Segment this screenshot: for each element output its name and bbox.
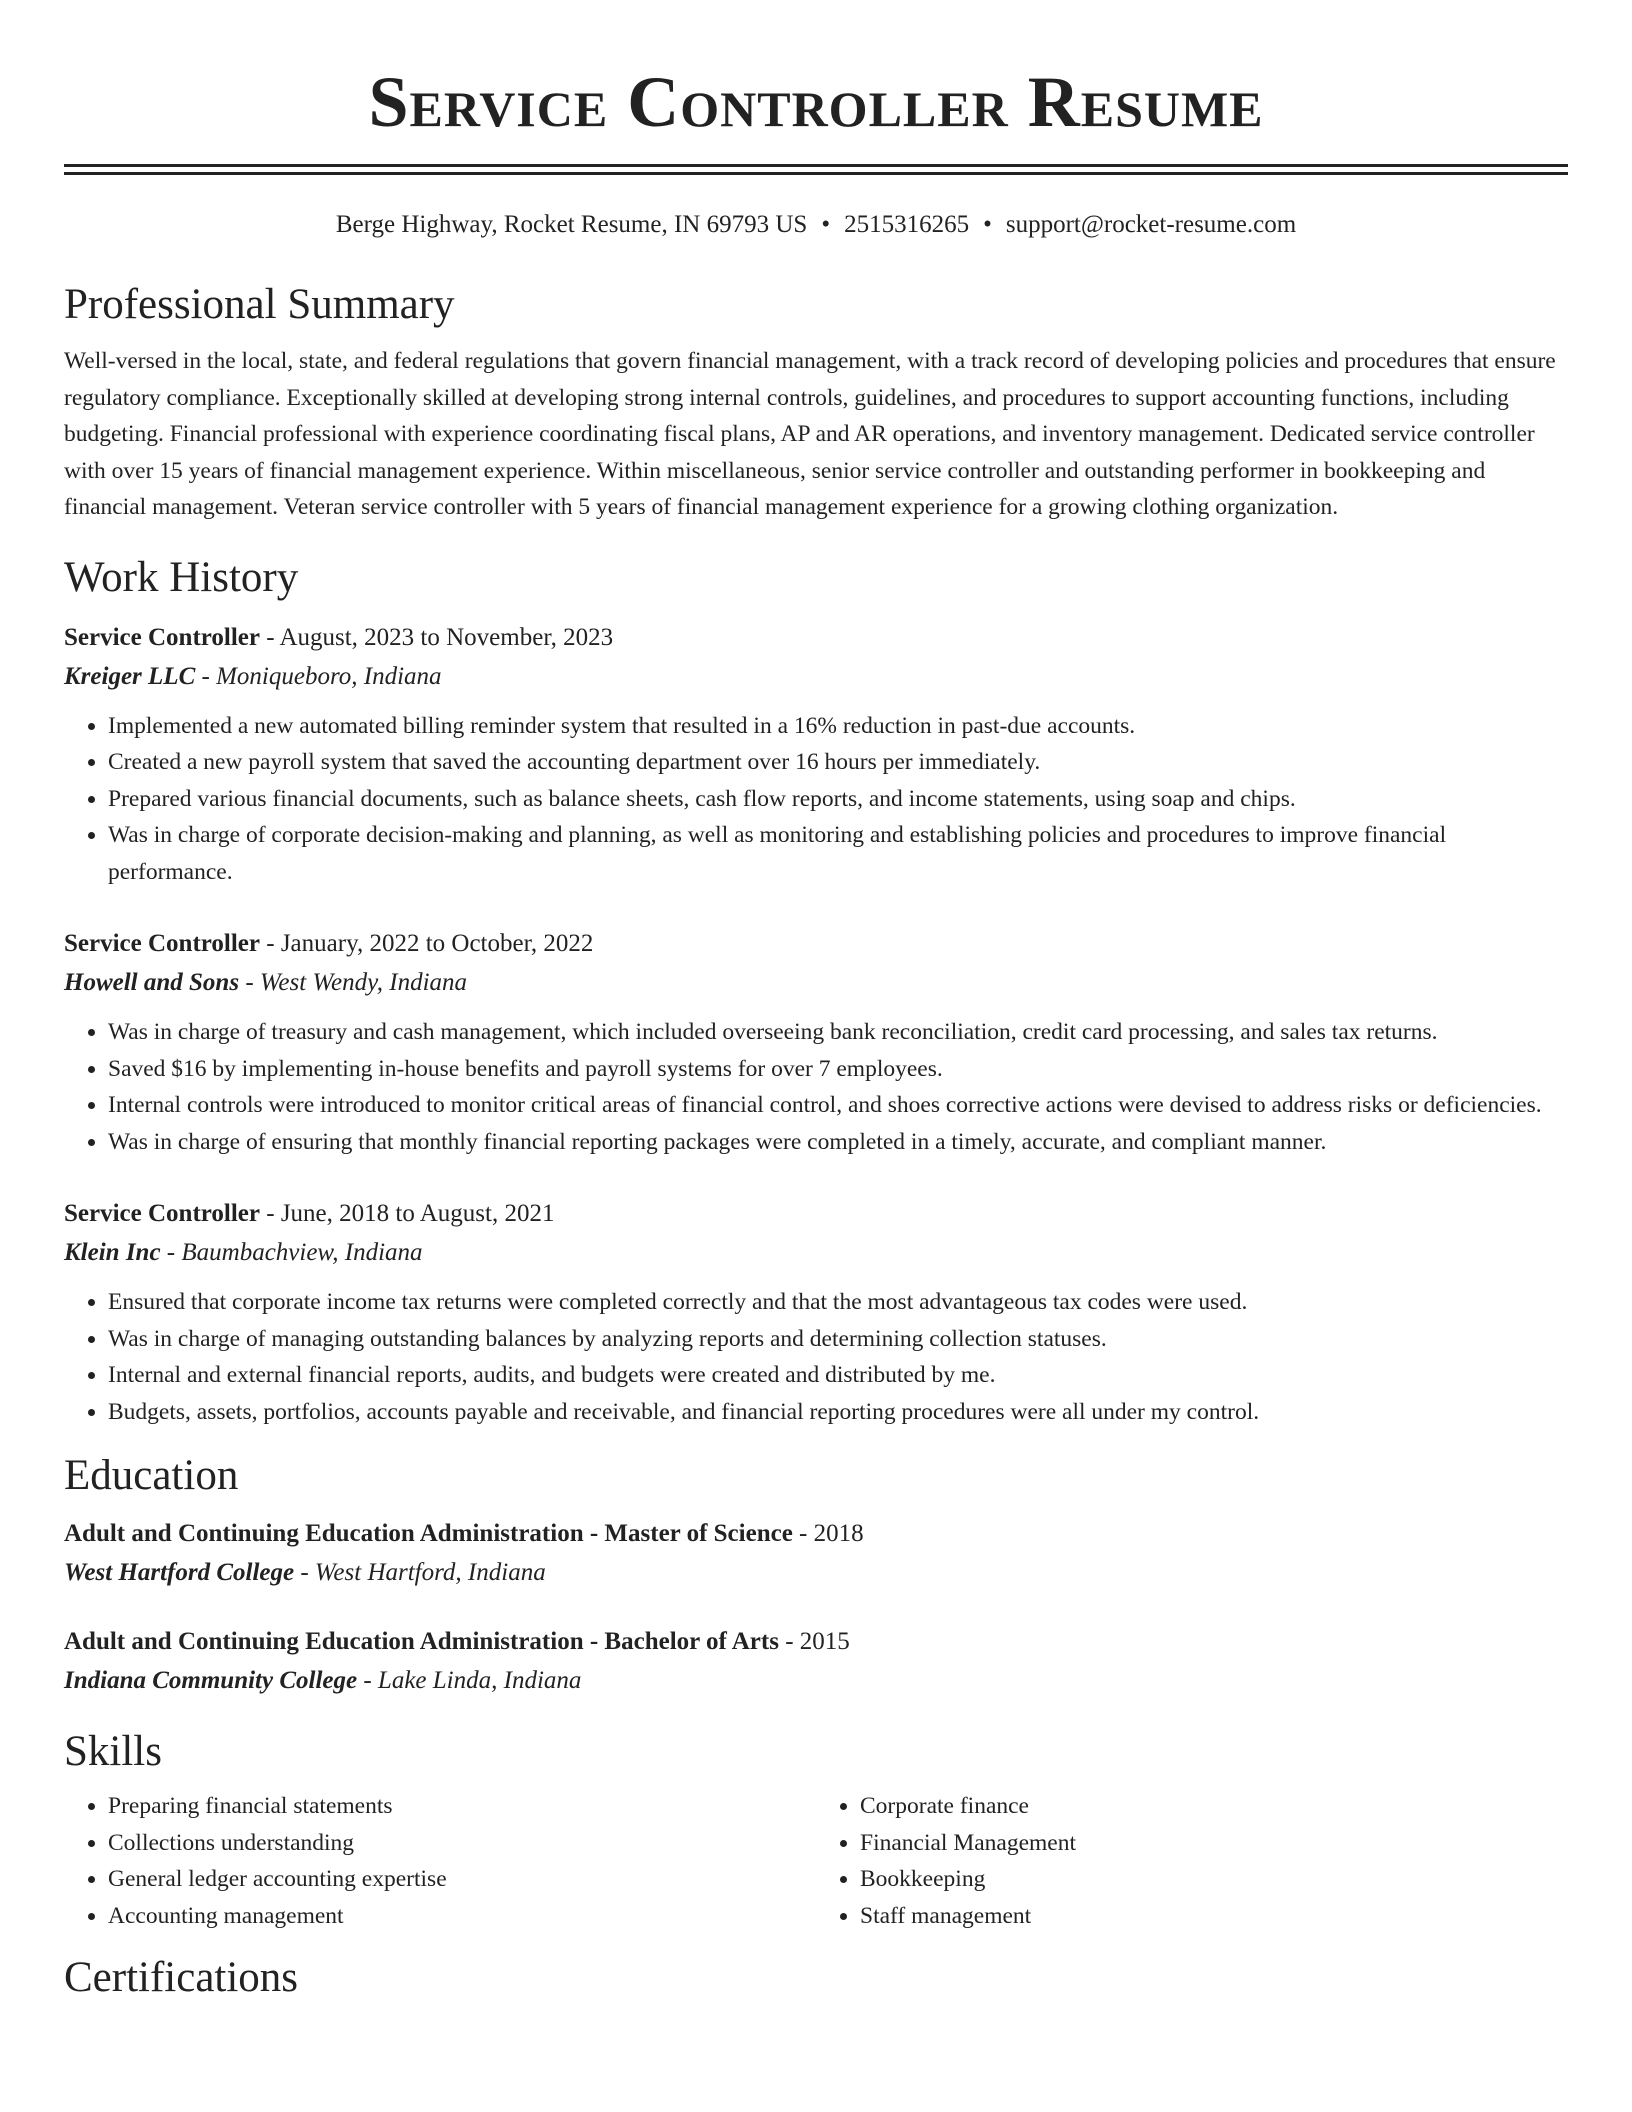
job-bullet: • Saved $16 by implementing in-house benefits and payroll systems for over 7 employees. xyxy=(108,1051,1568,1088)
education-degree: Adult and Continuing Education Administration - Master of Science xyxy=(64,1520,793,1547)
job-location: - West Wendy, Indiana xyxy=(239,969,468,996)
contact-line xyxy=(64,209,1568,241)
job-bullet: • Implemented a new automated billing reminder system that resulted in a 16% reduction in past-due accounts. xyxy=(108,708,1568,745)
education-school-line xyxy=(64,1553,1568,1592)
title-double-rule xyxy=(64,164,1568,175)
job-company-line xyxy=(64,963,1568,1002)
job-bullet: • Budgets, assets, portfolios, accounts payable and receivable, and financial reporting procedures were all under my control. xyxy=(108,1394,1568,1431)
job-bullet: • Internal and external financial reports, audits, and budgets were created and distributed by me. xyxy=(108,1357,1568,1394)
job-company: Howell and Sons xyxy=(64,969,240,996)
job-bullet: • Ensured that corporate income tax returns were completed correctly and that the most advantageous tax codes were used. xyxy=(108,1284,1568,1321)
job-bullet: • Was in charge of managing outstanding balances by analyzing reports and determining collection statuses. xyxy=(108,1321,1568,1358)
education-school: West Hartford College xyxy=(64,1559,295,1586)
contact-phone: 2515316265 xyxy=(844,211,970,238)
section-heading-skills: Skills xyxy=(64,1728,162,1775)
job-bullet: • Was in charge of treasury and cash management, which included overseeing bank reconciliation, credit card processing, and sales tax returns. xyxy=(108,1014,1568,1051)
education-entry xyxy=(64,1622,1568,1700)
job-bullet: • Was in charge of corporate decision-making and planning, as well as monitoring and establishing policies and procedures to improve financial performance. xyxy=(108,817,1568,890)
section-heading-education: Education xyxy=(64,1452,239,1499)
job-bullet: • Prepared various financial documents, such as balance sheets, cash flow reports, and income statements, using soap and chips. xyxy=(108,781,1568,818)
job-title: Service Controller xyxy=(64,930,260,957)
education-year: - 2018 xyxy=(792,1520,864,1547)
job-bullets xyxy=(64,708,1568,891)
job-entry xyxy=(64,924,1568,1160)
contact-separator: • xyxy=(821,211,831,238)
job-company-line xyxy=(64,657,1568,696)
education-school: Indiana Community College xyxy=(64,1667,358,1694)
education-location: - West Hartford, Indiana xyxy=(294,1559,546,1586)
education-degree: Adult and Continuing Education Administration - Bachelor of Arts xyxy=(64,1628,779,1655)
job-bullet: • Created a new payroll system that saved the accounting department over 16 hours per immediately. xyxy=(108,744,1568,781)
skills-column-left xyxy=(64,1788,816,1934)
education-year: - 2015 xyxy=(778,1628,850,1655)
job-title-line xyxy=(64,1194,1568,1233)
job-title: Service Controller xyxy=(64,1200,260,1227)
section-heading-work-history: Work History xyxy=(64,553,299,601)
skill-item: • Preparing financial statements xyxy=(108,1788,816,1825)
job-entry xyxy=(64,1194,1568,1430)
job-company-line xyxy=(64,1233,1568,1272)
skill-item: • Corporate finance xyxy=(860,1788,1568,1825)
job-dates: - August, 2023 to November, 2023 xyxy=(260,623,614,651)
skill-item: • Bookkeeping xyxy=(860,1861,1568,1898)
education-entry xyxy=(64,1514,1568,1592)
education-degree-line xyxy=(64,1514,1568,1553)
job-title: Service Controller xyxy=(64,623,260,651)
education-degree-line xyxy=(64,1622,1568,1661)
section-heading-summary: Professional Summary xyxy=(64,281,455,328)
section-heading-certifications: Certifications xyxy=(64,1954,299,2001)
job-bullet: • Internal controls were introduced to monitor critical areas of financial control, and shoes corrective actions were devised to address risks or deficiencies. xyxy=(108,1087,1568,1124)
job-location: - Baumbachview, Indiana xyxy=(160,1239,423,1266)
skill-item: • Staff management xyxy=(860,1898,1568,1935)
skills-list xyxy=(64,1788,1568,1934)
skill-item: • Accounting management xyxy=(108,1898,816,1935)
resume-title: Service Controller Resume xyxy=(368,62,1264,142)
education-school-line xyxy=(64,1661,1568,1700)
summary-text: Well-versed in the local, state, and federal regulations that govern financial management, with a track record of developing policies and procedures that ensure regulatory compliance. Exceptionally skilled at developing strong internal controls, guidelines, and procedures to support accounting functions, including budgeting. Financial professional with experience coordinating fiscal plans, AP and AR operations, and inventory management. Dedicated service controller with over 15 years of financial management experience. Within miscellaneous, senior service controller and outstanding performer in bookkeeping and financial management. Veteran service controller with 5 years of financial management experience for a growing clothing organization. xyxy=(64,348,1556,520)
job-dates: - June, 2018 to August, 2021 xyxy=(260,1200,555,1227)
skill-item: • Financial Management xyxy=(860,1825,1568,1862)
skill-item: • General ledger accounting expertise xyxy=(108,1861,816,1898)
job-dates: - January, 2022 to October, 2022 xyxy=(260,930,594,957)
skill-item: • Collections understanding xyxy=(108,1825,816,1862)
contact-separator: • xyxy=(983,211,992,238)
job-location: - Moniqueboro, Indiana xyxy=(195,662,442,690)
job-title-line xyxy=(64,924,1568,963)
contact-email: support@rocket-resume.com xyxy=(1005,211,1297,238)
job-bullet: • Was in charge of ensuring that monthly financial reporting packages were completed in a timely, accurate, and compliant manner. xyxy=(108,1124,1568,1161)
skills-column-right xyxy=(816,1788,1568,1934)
job-title-line xyxy=(64,618,1568,657)
job-bullets xyxy=(64,1014,1568,1160)
job-bullets xyxy=(64,1284,1568,1430)
job-company: Kreiger LLC xyxy=(64,662,196,690)
job-company: Klein Inc xyxy=(64,1239,161,1266)
contact-address: Berge Highway, Rocket Resume, IN 69793 US xyxy=(335,211,808,238)
job-entry xyxy=(64,618,1568,891)
education-location: - Lake Linda, Indiana xyxy=(357,1667,582,1694)
